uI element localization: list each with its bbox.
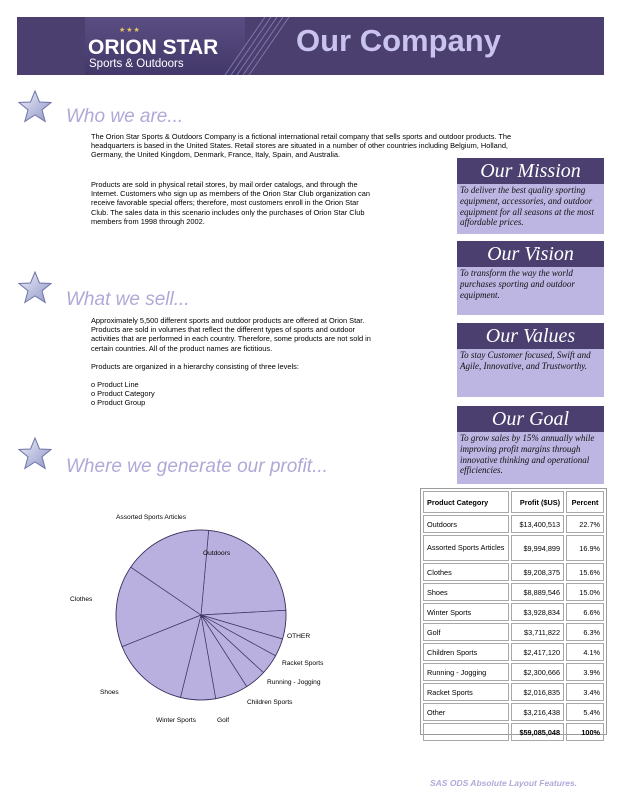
cell-category: Shoes bbox=[423, 583, 509, 601]
goal-text: To grow sales by 15% annually while improving profit margins through innovative thinking and operational efficiencies. bbox=[457, 432, 604, 484]
pie-label: Golf bbox=[217, 717, 230, 724]
cell-percent: 3.4% bbox=[566, 683, 604, 701]
cell-percent: 6.3% bbox=[566, 623, 604, 641]
goal-heading: Our Goal bbox=[457, 406, 604, 432]
cell-percent: 3.9% bbox=[566, 663, 604, 681]
star-icon bbox=[18, 271, 52, 305]
product-hierarchy-list bbox=[91, 380, 291, 408]
who-paragraph-2: Products are sold in physical retail stores, by mail order catalogs, and through the Internet. Customers who sign up as members of the Orion Star Club organization can receive favorable special offers; therefore, most customers enroll in the Orion Star Club. The sales data in this scenario includes only the purchases of Orion Star Club members from 1998 through 2002. bbox=[91, 180, 370, 226]
cell-percent: 6.6% bbox=[566, 603, 604, 621]
cell-percent: 16.9% bbox=[566, 535, 604, 561]
table-header-row bbox=[423, 491, 604, 513]
cell-profit: $3,216,438 bbox=[511, 703, 564, 721]
pie-label: Running - Jogging bbox=[267, 679, 321, 686]
cell-profit: $2,417,120 bbox=[511, 643, 564, 661]
cell-profit: $2,300,666 bbox=[511, 663, 564, 681]
cell-category: Racket Sports bbox=[423, 683, 509, 701]
cell-percent: 15.0% bbox=[566, 583, 604, 601]
values-box bbox=[457, 323, 604, 397]
values-heading: Our Values bbox=[457, 323, 604, 349]
cell-percent: 5.4% bbox=[566, 703, 604, 721]
pie-label: Winter Sports bbox=[156, 717, 196, 724]
list-item: o Product Category bbox=[91, 389, 155, 399]
vision-box bbox=[457, 241, 604, 315]
star-icon bbox=[18, 437, 52, 471]
pie-label: OTHER bbox=[287, 633, 311, 640]
cell-percent: 15.6% bbox=[566, 563, 604, 581]
table-row bbox=[423, 623, 604, 641]
cell-profit: $3,711,822 bbox=[511, 623, 564, 641]
pie-label: Racket Sports bbox=[282, 660, 324, 667]
logo-main-text: ORION STAR bbox=[88, 36, 219, 59]
pie-label: Clothes bbox=[70, 596, 93, 603]
cell-category: Assorted Sports Articles bbox=[423, 535, 509, 561]
column-header-category: Product Category bbox=[423, 491, 509, 513]
cell-percent: 22.7% bbox=[566, 515, 604, 533]
cell-profit: $13,400,513 bbox=[511, 515, 564, 533]
cell-category: Winter Sports bbox=[423, 603, 509, 621]
list-item: o Product Line bbox=[91, 380, 139, 389]
total-profit: $59,085,048 bbox=[511, 723, 564, 741]
cell-category: Outdoors bbox=[423, 515, 509, 533]
table-row bbox=[423, 703, 604, 721]
logo-sub-text: Sports & Outdoors bbox=[89, 58, 184, 70]
cell-category: Running - Jogging bbox=[423, 663, 509, 681]
company-logo bbox=[85, 17, 245, 75]
who-paragraph-1: The Orion Star Sports & Outdoors Company is a fictional international retail company that sells sports and outdoor products. The headquarters is based in the United States. Retail stores are situated in a number of other countries including Belgium, Holland, Germany, the United Kingdom, Denmark, France, Italy, Spain, and Australia. bbox=[91, 132, 512, 160]
pie-label: Assorted Sports Articles bbox=[116, 514, 186, 521]
cell-profit: $9,994,899 bbox=[511, 535, 564, 561]
pie-label: Outdoors bbox=[203, 550, 231, 557]
mission-heading: Our Mission bbox=[457, 158, 604, 184]
table-row bbox=[423, 515, 604, 533]
star-icon bbox=[18, 90, 52, 124]
cell-category: Golf bbox=[423, 623, 509, 641]
page-title: Our Company bbox=[296, 23, 501, 58]
cell-profit: $3,928,834 bbox=[511, 603, 564, 621]
vision-heading: Our Vision bbox=[457, 241, 604, 267]
table-row bbox=[423, 583, 604, 601]
table-row bbox=[423, 563, 604, 581]
page-banner bbox=[17, 17, 604, 75]
table-row bbox=[423, 683, 604, 701]
cell-percent: 4.1% bbox=[566, 643, 604, 661]
column-header-percent: Percent bbox=[566, 491, 604, 513]
cell-category: Other bbox=[423, 703, 509, 721]
cell-category: Children Sports bbox=[423, 643, 509, 661]
section-title-profit: Where we generate our profit... bbox=[66, 456, 328, 477]
cell-profit: $9,208,375 bbox=[511, 563, 564, 581]
logo-stars-icon: ★★★ bbox=[119, 27, 141, 34]
total-label bbox=[423, 723, 509, 741]
column-header-profit: Profit ($US) bbox=[511, 491, 564, 513]
table-row bbox=[423, 603, 604, 621]
footer-note: SAS ODS Absolute Layout Features. bbox=[430, 778, 578, 788]
vision-text: To transform the way the world purchases sporting and outdoor equipment. bbox=[457, 267, 604, 315]
pie-slice-outdoors bbox=[201, 530, 286, 615]
goal-box bbox=[457, 406, 604, 484]
mission-box bbox=[457, 158, 604, 234]
section-title-who: Who we are... bbox=[66, 106, 184, 127]
total-percent: 100% bbox=[566, 723, 604, 741]
profit-table bbox=[420, 488, 607, 735]
values-text: To stay Customer focused, Swift and Agile, Innovative, and Trustworthy. bbox=[457, 349, 604, 397]
list-item: o Product Group bbox=[91, 398, 146, 408]
cell-profit: $2,016,835 bbox=[511, 683, 564, 701]
table-total-row bbox=[423, 723, 604, 741]
section-title-what: What we sell... bbox=[66, 289, 190, 310]
what-paragraph-1: Approximately 5,500 different sports and outdoor products are offered at Orion Star. Products are sold in volumes that reflect the different types of sports and outdoor activities that are performed in each country. Therefore, some products are not sold in certain countries. All of the product names are fictitious. bbox=[91, 316, 371, 353]
mission-text: To deliver the best quality sporting equipment, accessories, and outdoor equipment for all seasons at the most affordable prices. bbox=[457, 184, 604, 234]
profit-pie-chart bbox=[60, 505, 360, 735]
table-row bbox=[423, 663, 604, 681]
table-row bbox=[423, 535, 604, 561]
pie-label: Shoes bbox=[100, 689, 119, 696]
logo-stripes-decoration bbox=[205, 17, 295, 75]
what-paragraph-2: Products are organized in a hierarchy consisting of three levels: bbox=[91, 362, 299, 371]
cell-category: Clothes bbox=[423, 563, 509, 581]
table-row bbox=[423, 643, 604, 661]
cell-profit: $8,889,546 bbox=[511, 583, 564, 601]
pie-label: Children Sports bbox=[247, 699, 293, 706]
